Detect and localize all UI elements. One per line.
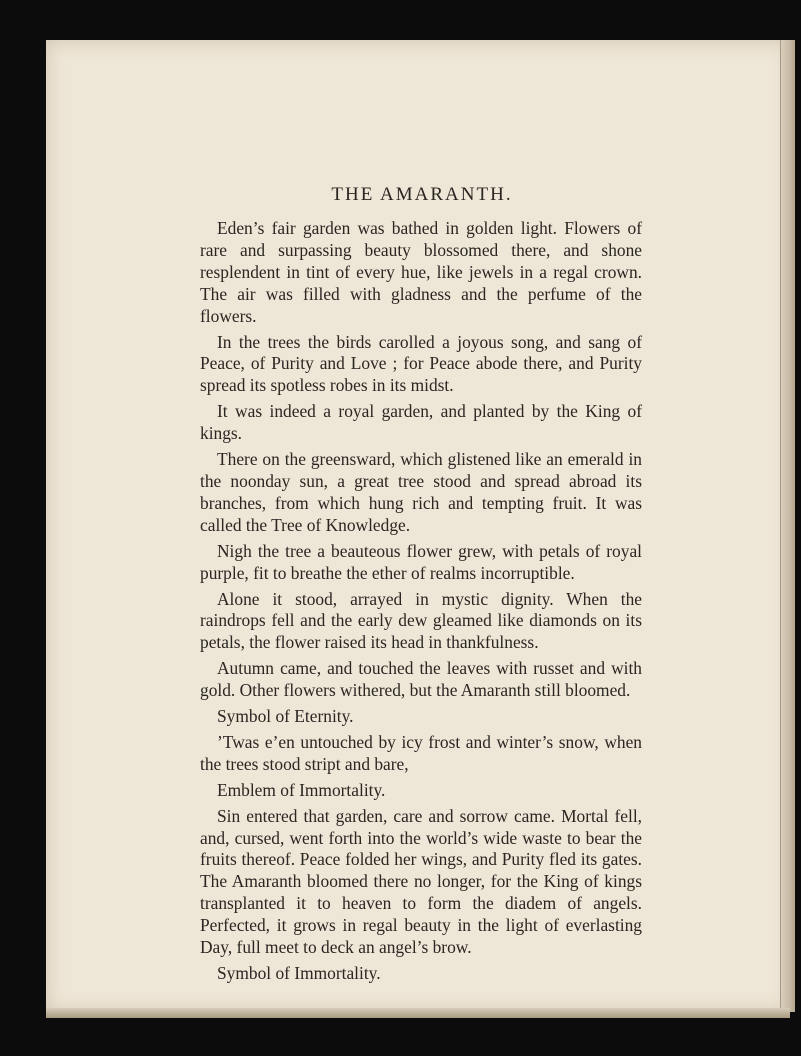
paragraph: Symbol of Immortality. <box>217 963 381 983</box>
paragraph: Autumn came, and touched the leaves with russet and with gold. Other flowers withered, but the Amaranth still bloomed. <box>200 658 642 701</box>
paragraph: Symbol of Eternity. <box>217 706 354 727</box>
paragraph: Nigh the tree a beauteous flower grew, with petals of royal purple, fit to breathe the ether of realms incorruptible. <box>200 540 642 583</box>
paragraph: Sin entered that garden, care and sorrow came. Mortal fell, and, cursed, went forth into the world’s wide waste to bear the fruits thereof. Peace folded her wings, and Purity fled its gates. The Amaranth bloomed there no longer, for the King of kings transplanted it to heaven to form the diadem of angels. Perfected, it grows in regal beauty in the light of everlasting Day, full meet to deck an angel’s brow. <box>200 805 642 958</box>
page-title: THE AMARANTH. <box>331 184 513 205</box>
page-bottom-edge <box>46 1008 790 1018</box>
paragraph: In the trees the birds carolled a joyous song, and sang of Peace, of Purity and Love ; for Peace abode there, and Purity spread its spotless robes in its midst. <box>200 331 642 396</box>
paragraph: Emblem of Immortality. <box>217 779 386 800</box>
paragraph: Eden’s fair garden was bathed in golden light. Flowers of rare and surpassing beauty blossomed there, and shone resplendent in tint of every hue, like jewels in a regal crown. The air was filled with gladness and the perfume of the flowers. <box>200 218 642 326</box>
body-text <box>200 218 642 989</box>
paragraph: ’Twas e’en untouched by icy frost and winter’s snow, when the trees stood stript and bare, <box>200 731 642 774</box>
paragraph: Alone it stood, arrayed in mystic dignity. When the raindrops fell and the early dew gleamed like diamonds on its petals, the flower raised its head in thankfulness. <box>200 588 642 653</box>
paragraph: There on the greensward, which glistened like an emerald in the noonday sun, a great tree stood and spread abroad its branches, from which hung rich and tempting fruit. It was called the Tree of Knowledge. <box>200 449 642 535</box>
paragraph: It was indeed a royal garden, and planted by the King of kings. <box>200 401 642 444</box>
